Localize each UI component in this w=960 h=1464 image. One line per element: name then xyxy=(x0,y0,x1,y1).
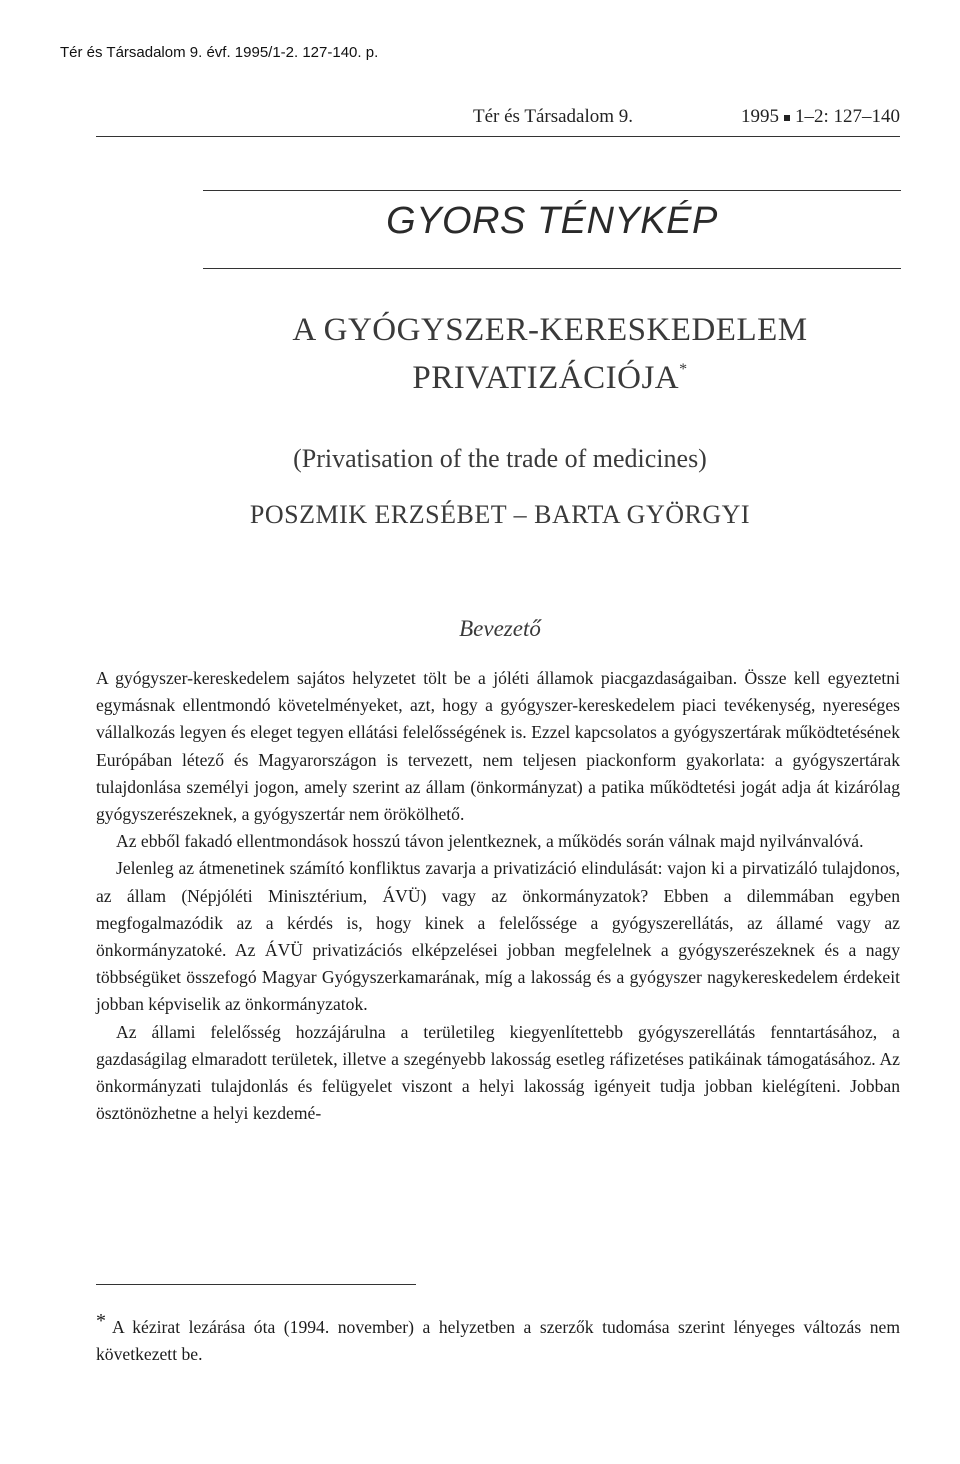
section-heading-introduction: Bevezető xyxy=(459,616,541,641)
article-subtitle: (Privatisation of the trade of medicines) xyxy=(293,444,707,473)
paragraph: Az ebből fakadó ellentmondások hosszú távon jelentkeznek, a működés során válnak majd nyilvánvalóvá. xyxy=(116,831,864,852)
running-header-issue xyxy=(741,106,900,128)
section-label: GYORS TÉNYKÉP xyxy=(386,200,718,242)
footnote xyxy=(96,1308,900,1368)
section-rule-top xyxy=(203,190,901,191)
article-authors: POSZMIK ERZSÉBET – BARTA GYÖRGYI xyxy=(249,500,751,529)
footnote-reference[interactable]: * xyxy=(679,361,688,378)
article-title-line2: PRIVATIZÁCIÓJA* xyxy=(412,360,688,396)
running-header-pages: 1–2: 127–140 xyxy=(794,106,900,127)
paragraph: Jelenleg az átmenetinek számító konfliktus zavarja a privatizáció elindulását: vajon ki a pirvatizáló tulajdonos, az állam (Népjóléti Minisztérium, ÁVÜ) vagy az önkormányzatok? Ebben a dilemmában egyben megfogalmazódik az a kérdés is, hogy kinek a felelőssége a gyógyszerellátás, az államé vagy az önkormányzatoké. Az ÁVÜ privatizációs elképzelései jobban megfelelnek a gyógyszerészeknek és a nagy többségüket összefogó Magyar Gyógyszerkamarának, míg a lakosság és a gyógyszer nagykereskedelem érdekeit jobban képviselik az önkormányzatok. xyxy=(96,858,900,1015)
running-header-journal: Tér és Társadalom 9. xyxy=(473,106,634,127)
article-title xyxy=(120,310,960,398)
article-title-line1: A GYÓGYSZER-KERESKEDELEM xyxy=(292,312,808,348)
paragraph: A gyógyszer-kereskedelem sajátos helyzetet tölt be a jóléti államok piacgazdaságaiban. Össze kell egyeztetni egymásnak ellentmondó követelményeket, azt, hogy a gyógyszer-kereskedelem piaci tevékenység, nyereséges vállalkozás legyen és eleget tegyen ellátási felelősségének is. Ezzel kapcsolatos a gyógyszertárak működtetésének Európában létező és Magyarországon is tervezett, nem teljesen piackonform gyakorlata: a gyógyszertárak tulajdonlása személyi jogon, amely szerint az állam (önkormányzat) a patika működtetési jogát adja át kizárólag gyógyszerészeknek, a gyógyszertár nem örökölhető. xyxy=(96,668,900,825)
header-rule xyxy=(96,136,900,137)
footnote-marker: * xyxy=(96,1310,106,1332)
running-header-year: 1995 xyxy=(740,106,779,127)
footnote-text: A kézirat lezárása óta (1994. november) a helyzetben a szerzők tudomása szerint lényeges változás nem következett be. xyxy=(96,1317,900,1364)
paragraph: Az állami felelősség hozzájárulna a területileg kiegyenlítettebb gyógyszerellátás fenntartásához, a gazdaságilag elmaradott területek, illetve a szegényebb lakosság esetleg ráfizetéses patikáinak támogatásához. Az önkormányzati tulajdonlás és felügyelet viszont a helyi lakosság igényeit tudja jobban kielégíteni. Jobban ösztönözhetne a helyi kezdemé- xyxy=(96,1021,900,1124)
footnote-rule xyxy=(96,1284,416,1285)
citation-line: Tér és Társadalom 9. évf. 1995/1-2. 127-140. p. xyxy=(60,44,379,61)
section-rule-bottom xyxy=(203,268,901,269)
bullet-icon xyxy=(784,115,790,121)
article-body xyxy=(96,665,900,1127)
